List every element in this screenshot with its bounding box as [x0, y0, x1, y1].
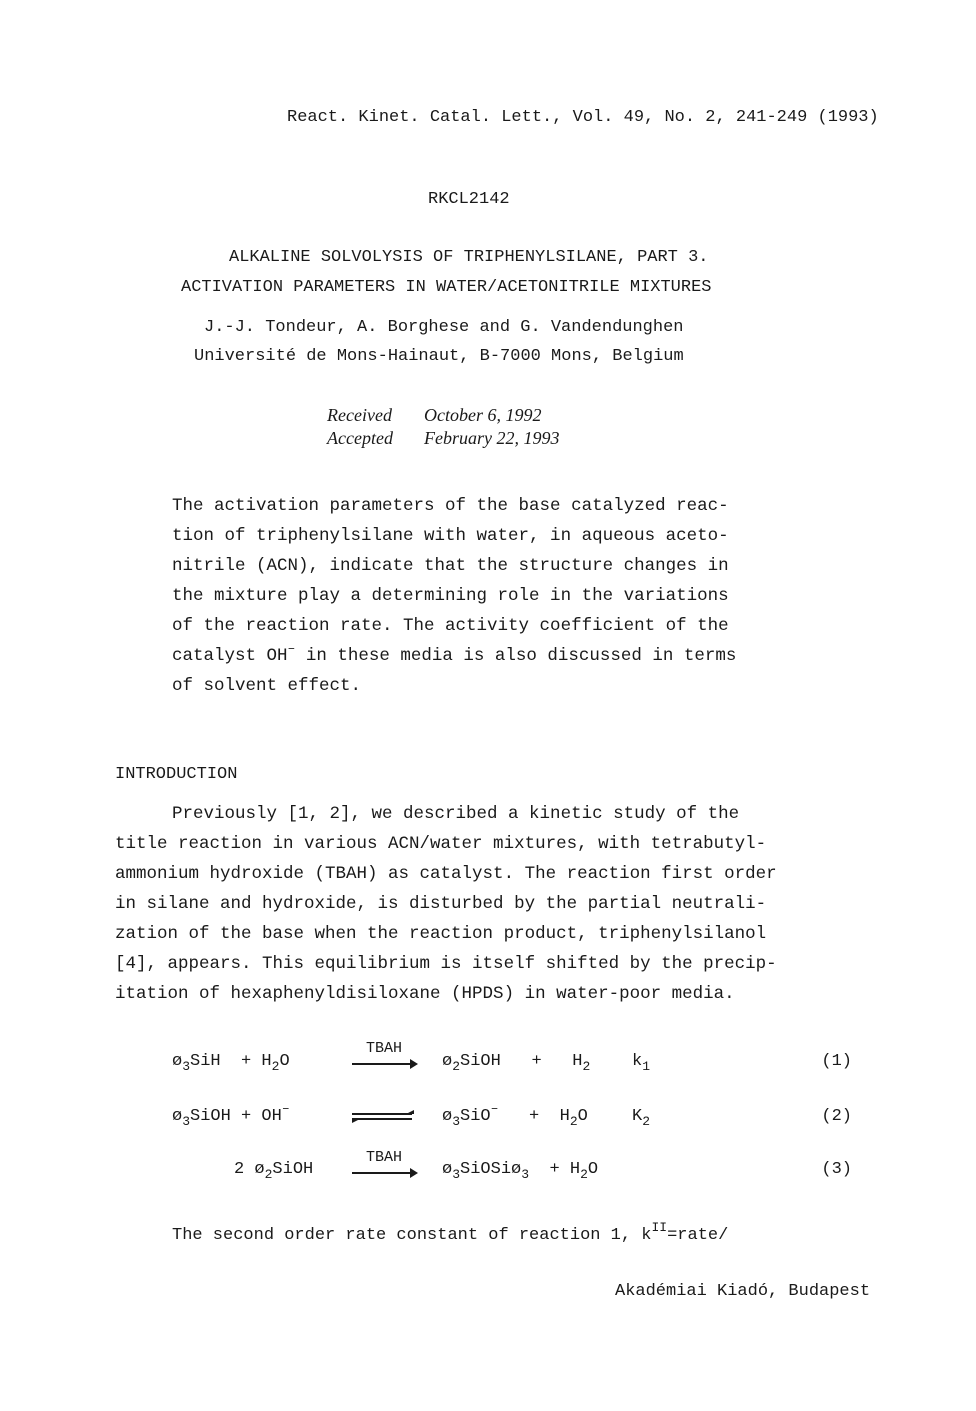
- title-line-2: ACTIVATION PARAMETERS IN WATER/ACETONITRILE MIXTURES: [181, 278, 712, 297]
- intro-line: in silane and hydroxide, is disturbed by the partial neutrali-: [115, 894, 767, 914]
- eq1-reactants: $ø_3SiH + H_2O$: [172, 1052, 290, 1074]
- accepted-date: February 22, 1993: [424, 428, 560, 448]
- eq3-products: $ø_3SiOSiø_3 + H_2O$: [442, 1160, 599, 1182]
- eq1-arrow: [350, 1041, 418, 1071]
- catalyst-label: TBAH: [365, 1149, 402, 1166]
- received-label: Received: [327, 405, 392, 425]
- abstract-line: tion of triphenylsilane with water, in aqueous aceto-: [172, 526, 729, 546]
- abstract-line: of solvent effect.: [172, 676, 362, 696]
- arrow-head-icon: [410, 1168, 418, 1178]
- paper-code: RKCL2142: [428, 190, 510, 209]
- eq1-number: (1): [821, 1052, 852, 1071]
- abstract-line: nitrile (ACN), indicate that the structure changes in: [172, 556, 729, 576]
- abstract-line: the mixture play a determining role in the variations: [172, 586, 729, 606]
- eq2-constant: $K_2$: [632, 1107, 651, 1129]
- accepted-label: Accepted: [327, 428, 393, 448]
- eq1-products: $ø_2SiOH$ + $H_2$: [442, 1052, 591, 1074]
- arrow-shaft: [352, 1063, 412, 1065]
- title-line-1: ALKALINE SOLVOLYSIS OF TRIPHENYLSILANE, PART 3.: [229, 248, 709, 267]
- intro-line: ammonium hydroxide (TBAH) as catalyst. The reaction first order: [115, 864, 777, 884]
- intro-line: zation of the base when the reaction product, triphenylsilanol: [115, 924, 767, 944]
- received-date: October 6, 1992: [424, 405, 542, 425]
- intro-line: [4], appears. This equilibrium is itself shifted by the precip-: [115, 954, 777, 974]
- citation: React. Kinet. Catal. Lett., Vol. 49, No. 2, 241-249 (1993): [287, 108, 879, 127]
- eq2-reactants: $ø_3SiOH + OH^-$: [172, 1101, 290, 1129]
- catalyst-label: TBAH: [365, 1040, 402, 1057]
- intro-line: itation of hexaphenyldisiloxane (HPDS) in water-poor media.: [115, 984, 735, 1004]
- eq3-arrow: [350, 1150, 418, 1180]
- eq3-number: (3): [821, 1160, 852, 1179]
- abstract-line: The activation parameters of the base catalyzed reac-: [172, 496, 729, 516]
- authors: J.-J. Tondeur, A. Borghese and G. Vandendunghen: [204, 318, 684, 337]
- eq2-products: $ø_3SiO^-$ + $H_2O$: [442, 1101, 588, 1129]
- eq1-constant: $k_1$: [632, 1052, 651, 1074]
- section-heading: INTRODUCTION: [115, 765, 238, 784]
- arrow-head-icon: [410, 1059, 418, 1069]
- eq3-reactants: 2 $ø_2SiOH$: [234, 1160, 314, 1182]
- intro-line: title reaction in various ACN/water mixtures, with tetrabutyl-: [115, 834, 767, 854]
- abstract-line: of the reaction rate. The activity coefficient of the: [172, 616, 729, 636]
- arrow-shaft: [352, 1172, 412, 1174]
- intro-line: Previously [1, 2], we described a kinetic study of the: [172, 804, 740, 824]
- equilibrium-arrow-icon: [350, 1110, 418, 1126]
- affiliation: Université de Mons-Hainaut, B-7000 Mons, Belgium: [194, 347, 684, 366]
- eq2-number: (2): [821, 1107, 852, 1126]
- body-line: The second order rate constant of reaction 1, $k^{II}=rate/$: [172, 1220, 729, 1245]
- abstract-line: catalyst OH– in these media is also discussed in terms: [172, 641, 737, 666]
- publisher: Akadémiai Kiadó, Budapest: [615, 1282, 871, 1301]
